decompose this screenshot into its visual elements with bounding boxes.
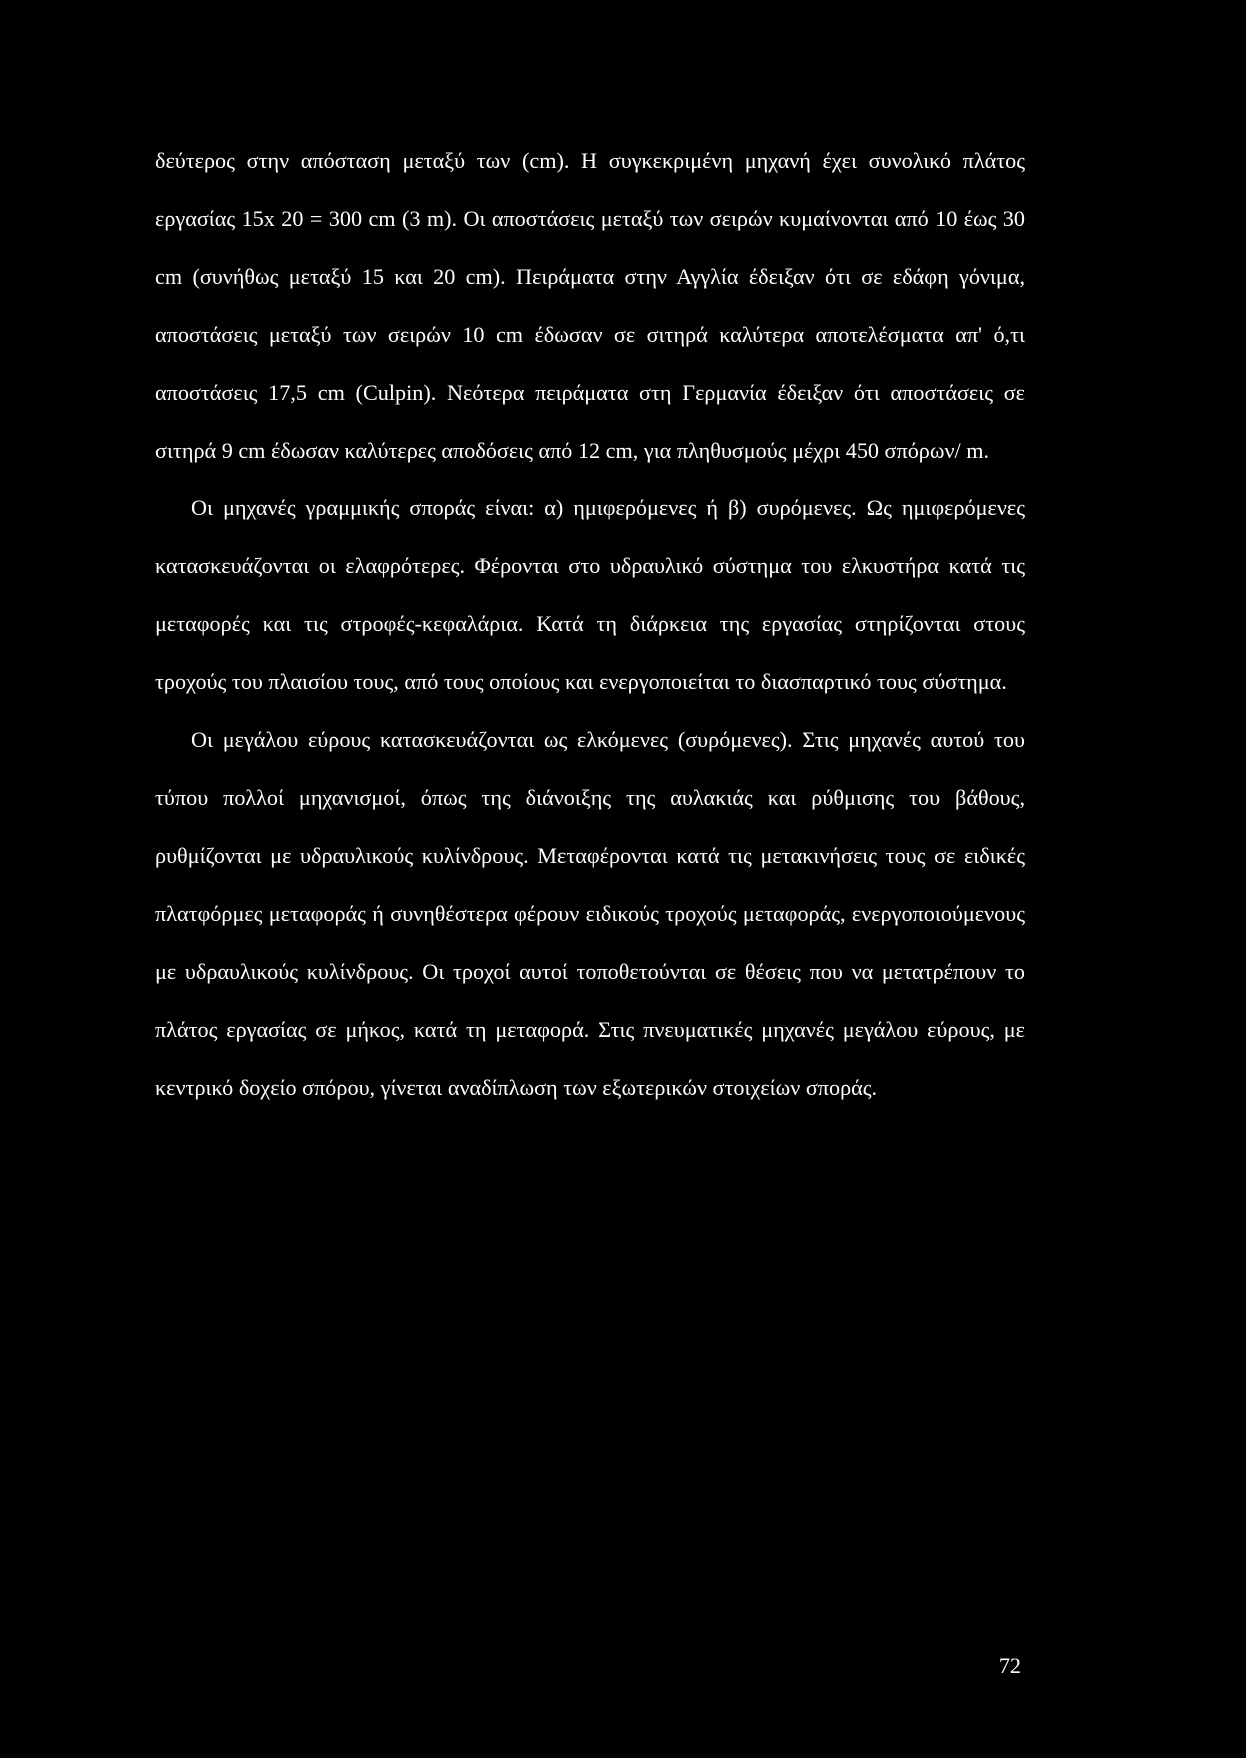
page-body [155, 132, 1025, 1116]
paragraph-wide-trailed-drills: Οι μεγάλου εύρους κατασκευάζονται ως ελκόμενες (συρόμενες). Στις μηχανές αυτού του τύπου πολλοί μηχανισμοί, όπως της διάνοιξης της αυλακιάς και ρύθμισης του βάθους, ρυθμίζονται με υδραυλικούς κυλίνδρους. Μεταφέρονται κατά τις μετακινήσεις τους σε ειδικές πλατφόρμες μεταφοράς ή συνηθέστερα φέρουν ειδικούς τροχούς μεταφοράς, ενεργοποιούμενους με υδραυλικούς κυλίνδρους. Οι τροχοί αυτοί τοποθετούνται σε θέσεις που να μετατρέπουν το πλάτος εργασίας σε μήκος, κατά τη μεταφορά. Στις πνευματικές μηχανές μεγάλου εύρους, με κεντρικό δοχείο σπόρου, γίνεται αναδίπλωση των εξωτερικών στοιχείων σποράς. [155, 727, 1025, 1100]
paragraph-semi-mounted-drills: Οι μηχανές γραμμικής σποράς είναι: α) ημιφερόμενες ή β) συρόμενες. Ως ημιφερόμενες κατασκευάζονται οι ελαφρότερες. Φέρονται στο υδραυλικό σύστημα του ελκυστήρα κατά τις μεταφορές και τις στροφές-κεφαλάρια. Κατά τη διάρκεια της εργασίας στηρίζονται στους τροχούς του πλαισίου τους, από τους οποίους και ενεργοποιείται το διασπαρτικό τους σύστημα. [155, 495, 1025, 695]
page-number: 72 [998, 1653, 1021, 1678]
paragraph-row-spacing: δεύτερος στην απόσταση μεταξύ των (cm). Η συγκεκριμένη μηχανή έχει συνολικό πλάτος εργασίας 15x 20 = 300 cm (3 m). Οι αποστάσεις μεταξύ των σειρών κυμαίνονται από 10 έως 30 cm (συνήθως μεταξύ 15 και 20 cm). Πειράματα στην Αγγλία έδειξαν ότι σε εδάφη γόνιμα, αποστάσεις μεταξύ των σειρών 10 cm έδωσαν σε σιτηρά καλύτερα αποτελέσματα απ' ό,τι αποστάσεις 17,5 cm (Culpin). Νεότερα πειράματα στη Γερμανία έδειξαν ότι αποστάσεις σε σιτηρά 9 cm έδωσαν καλύτερες αποδόσεις από 12 cm, για πληθυσμούς μέχρι 450 σπόρων/ m. [155, 148, 1025, 463]
